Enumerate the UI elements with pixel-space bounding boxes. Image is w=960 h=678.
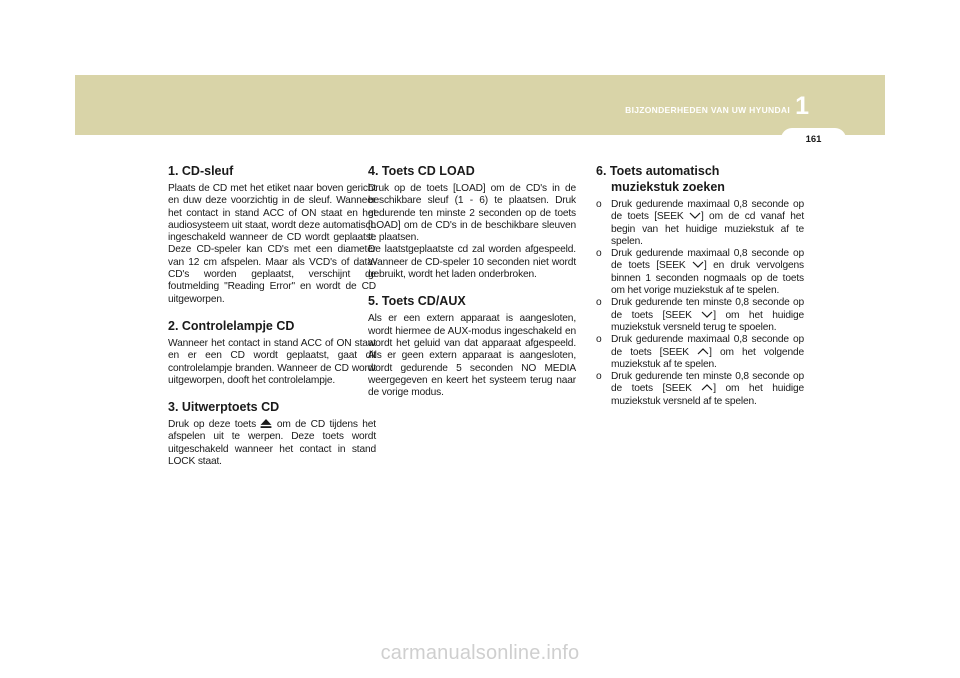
heading-cd-aux: 5. Toets CD/AUX	[368, 294, 466, 309]
heading-cd-slot: 1. CD-sleuf	[168, 164, 234, 178]
bullet: o	[596, 334, 602, 346]
header-band	[75, 75, 885, 135]
bullet: o	[596, 248, 602, 260]
paragraph-cd-load-2: De laatstgeplaatste cd zal worden afgespeeld. Wanneer de CD-speler 10 seconden niet wordt gebruikt, wordt het laden onderbroken.	[368, 244, 576, 281]
chapter-title: BIJZONDERHEDEN VAN UW HYUNDAI	[625, 105, 790, 115]
paragraph-cd-aux: Als er een extern apparaat is aangesloten, wordt hiermee de AUX-modus ingeschakeld en wordt het geluid van dat apparaat afgespeeld. Als er geen extern apparaat is aangesloten, wordt gedurende 5 seconden NO MEDIA weergegeven en keert het systeem terug naar de vorige modus.	[368, 313, 576, 399]
eject-text-before: Druk op deze toets	[168, 419, 257, 431]
paragraph-cd-load: Druk op de toets [LOAD] om de CD's in de beschikbare sleuf (1 - 6) te plaatsen. Druk gedurende ten minste 2 seconden op de toets [LOAD] om de CD's in de beschikbare sleuven te plaatsen.	[368, 183, 576, 244]
paragraph-cd-indicator: Wanneer het contact in stand ACC of ON staat en er een CD wordt geplaatst, gaat dit controlelampje branden. Wanneer de CD wordt uitgeworpen, dooft het controlelampje.	[168, 337, 376, 386]
eject-text-after: om de CD tijdens het afspelen uit te werpen. Deze toets wordt uitgeschakeld wanneer het contact in stand LOCK staat.	[168, 419, 376, 468]
bullet: o	[596, 199, 602, 210]
heading-cd-indicator: 2. Controlelampje CD	[168, 318, 295, 333]
heading-auto-seek-line2: muziekstuk zoeken	[611, 180, 725, 194]
eject-icon	[260, 419, 272, 428]
paragraph-eject-button	[168, 419, 376, 468]
list-item: o Druk gedurende maximaal 0,8 seconde op de toets [SEEK ] om het volgende muziekstuk af te spelen.	[596, 334, 804, 370]
column-2	[368, 163, 576, 399]
list-item: o Druk gedurende ten minste 0,8 seconde op de toets [SEEK ] om het huidige muziekstuk versneld af te spelen.	[596, 371, 804, 407]
column-1	[168, 163, 376, 468]
chevron-down-icon	[689, 211, 701, 220]
paragraph-cd-slot: Plaats de CD met het etiket naar boven gericht en duw deze voorzichtig in de sleuf. Wanneer het contact in stand ACC of ON staat en het audiosysteem uit staat, wordt deze automatisch ingeschakeld wanneer de CD wordt geplaatst. Deze CD-speler kan CD's met een diameter van 12 cm afspelen. Maar als VCD's of data-CD's worden geplaatst, verschijnt de foutmelding "Reading Error" en wordt de CD uitgeworpen.	[168, 183, 376, 305]
seek-instruction-list	[596, 199, 804, 408]
chevron-down-icon	[701, 310, 713, 319]
watermark: carmanualsonline.info	[380, 642, 580, 664]
heading-cd-load: 4. Toets CD LOAD	[368, 164, 475, 178]
bullet: o	[596, 297, 602, 309]
bullet: o	[596, 371, 602, 383]
list-item: o Druk gedurende maximaal 0,8 seconde op de toets [SEEK ] om de cd vanaf het begin van het huidige muziekstuk af te spelen.	[596, 199, 804, 247]
heading-auto-seek	[596, 163, 804, 195]
chevron-down-icon	[692, 260, 704, 269]
chevron-up-icon	[701, 383, 713, 392]
chapter-number: 1	[795, 92, 809, 120]
heading-auto-seek-line1: 6. Toets automatisch	[596, 164, 720, 178]
page-number: 161	[805, 134, 822, 145]
column-3	[596, 163, 804, 408]
chevron-up-icon	[697, 347, 709, 356]
list-item: o Druk gedurende ten minste 0,8 seconde op de toets [SEEK ] om het huidige muziekstuk versneld terug te spoelen.	[596, 297, 804, 333]
list-item: o Druk gedurende maximaal 0,8 seconde op de toets [SEEK ] en druk vervolgens binnen 1 seconden nogmaals op de toets om het vorige muziekstuk af te spelen.	[596, 248, 804, 297]
page-number-tab	[781, 128, 846, 150]
heading-eject-button: 3. Uitwerptoets CD	[168, 400, 280, 415]
